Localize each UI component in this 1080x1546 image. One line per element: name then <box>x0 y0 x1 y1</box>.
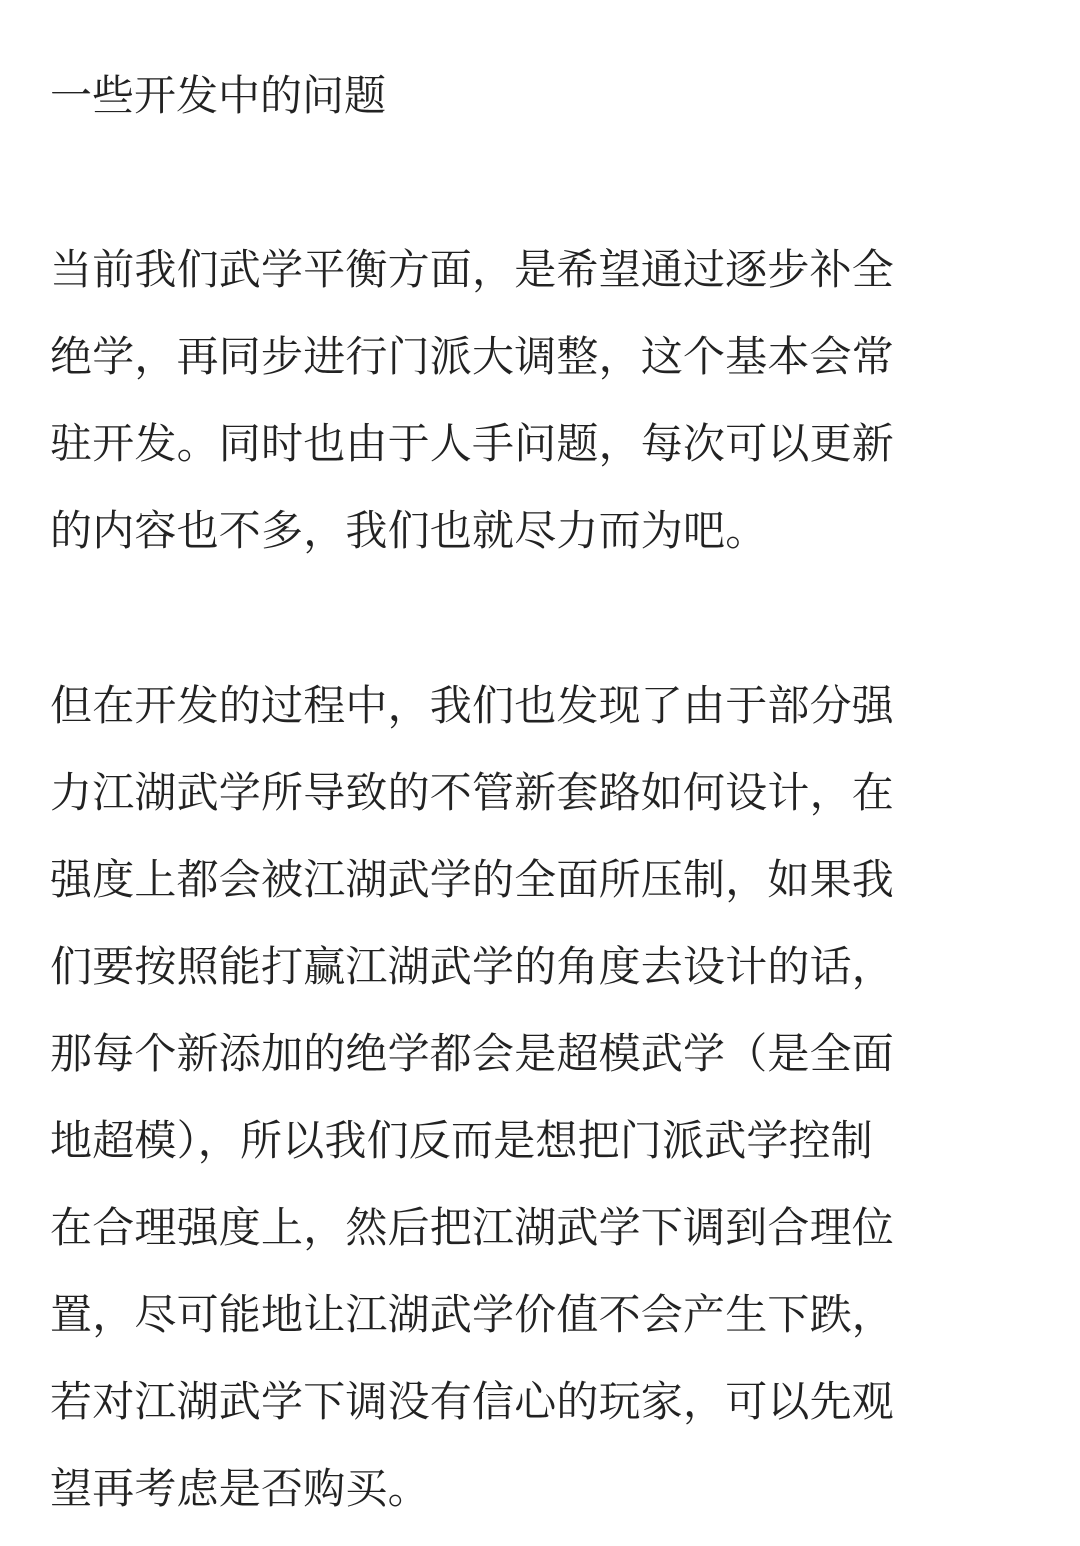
paragraph-2 <box>50 676 1020 1546</box>
paragraph-line: 望再考虑是否购买。 <box>50 1464 430 1513</box>
paragraph-line: 驻开发。同时也由于人手问题，每次可以更新 <box>50 419 895 468</box>
article-heading: 一些开发中的问题 <box>50 71 387 120</box>
paragraph-line: 绝学，再同步进行门派大调整，这个基本会常 <box>50 332 895 381</box>
paragraph-line: 强度上都会被江湖武学的全面所压制，如果我 <box>50 855 895 904</box>
paragraph-line: 地超模），所以我们反而是想把门派武学控制 <box>50 1116 874 1165</box>
paragraph-line: 们要按照能打赢江湖武学的角度去设计的话， <box>50 942 895 991</box>
paragraph-line: 当前我们武学平衡方面，是希望通过逐步补全 <box>50 245 895 294</box>
paragraph-line: 的内容也不多，我们也就尽力而为吧。 <box>50 506 768 555</box>
paragraph-line: 若对江湖武学下调没有信心的玩家，可以先观 <box>50 1377 895 1426</box>
paragraph-line: 力江湖武学所导致的不管新套路如何设计，在 <box>50 768 895 817</box>
paragraph-1 <box>50 240 1020 588</box>
paragraph-line: 在合理强度上，然后把江湖武学下调到合理位 <box>50 1203 895 1252</box>
paragraph-line: 那每个新添加的绝学都会是超模武学（是全面 <box>50 1029 895 1078</box>
paragraph-line: 置，尽可能地让江湖武学价值不会产生下跌， <box>50 1290 895 1339</box>
paragraph-line: 但在开发的过程中，我们也发现了由于部分强 <box>50 681 895 730</box>
